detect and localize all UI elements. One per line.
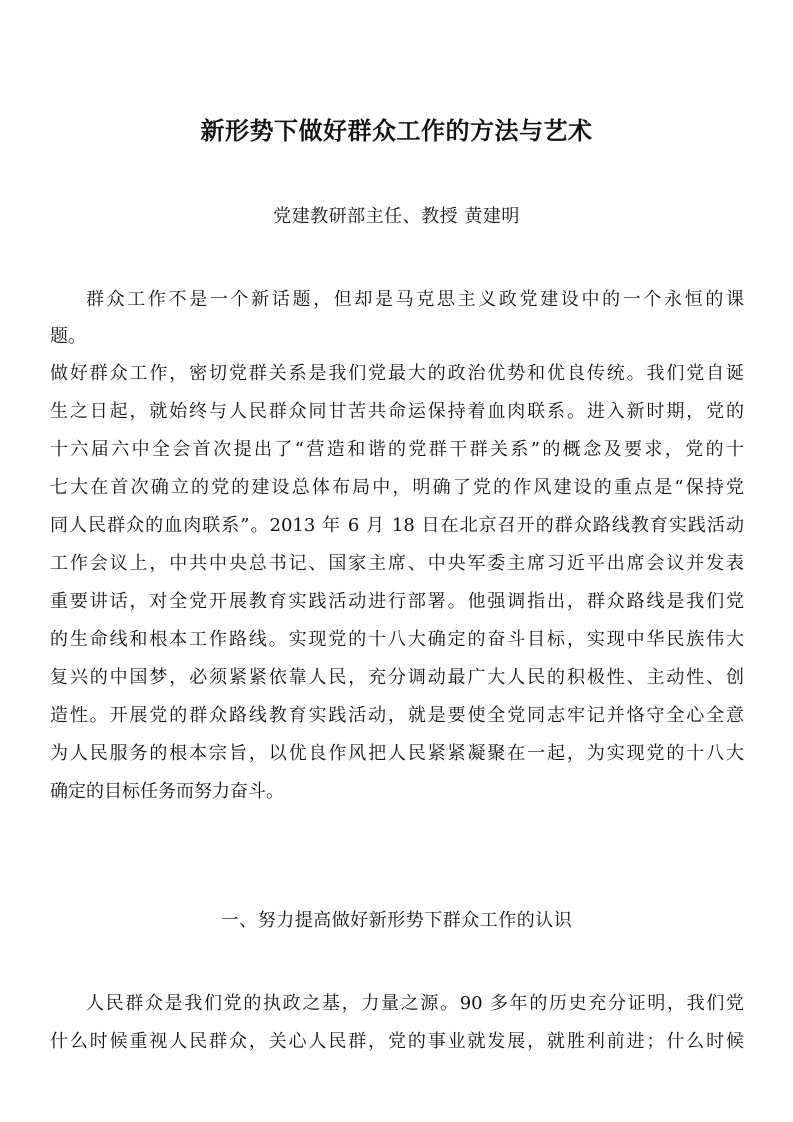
- paragraph-line: 确定的目标任务而努力奋斗。: [50, 781, 284, 802]
- paragraph-line: 生之日起，就始终与人民群众同甘苦共命运保持着血肉联系。进入新时期，党的: [50, 401, 744, 422]
- intro-line: 群众工作不是一个新话题，但却是马克思主义政党建设中的一个永恒的课: [86, 289, 744, 310]
- paragraph-line: 同人民群众的血肉联系”。2013 年 6 月 18 日在北京召开的群众路线教育实践活动: [50, 515, 744, 536]
- paragraph-line: 重要讲话，对全党开展教育实践活动进行部署。他强调指出，群众路线是我们党: [50, 591, 744, 612]
- paragraph-line: 十六届六中全会首次提出了“营造和谐的党群干群关系”的概念及要求，党的十: [50, 439, 744, 460]
- intro-line: 题。: [50, 326, 86, 347]
- paragraph-line: 工作会议上，中共中央总书记、国家主席、中央军委主席习近平出席会议并发表: [50, 553, 744, 574]
- author-line: 党建教研部主任、教授 黄建明: [273, 206, 520, 227]
- document-title: 新形势下做好群众工作的方法与艺术: [200, 116, 593, 145]
- paragraph-line: 七大在首次确立的党的建设总体布局中，明确了党的作风建设的重点是“保持党: [50, 477, 744, 498]
- paragraph-line: 人民群众是我们党的执政之基，力量之源。90 多年的历史充分证明，我们党: [86, 993, 744, 1014]
- section-heading: 一、努力提高做好新形势下群众工作的认识: [220, 910, 573, 931]
- paragraph-line: 为人民服务的根本宗旨，以优良作风把人民紧紧凝聚在一起，为实现党的十八大: [50, 743, 744, 764]
- paragraph-line: 的生命线和根本工作路线。实现党的十八大确定的奋斗目标，实现中华民族伟大: [50, 629, 744, 650]
- paragraph-line: 什么时候重视人民群众，关心人民群，党的事业就发展，就胜利前进；什么时候: [50, 1031, 744, 1052]
- paragraph-line: 造性。开展党的群众路线教育实践活动，就是要使全党同志牢记并恪守全心全意: [50, 705, 744, 726]
- paragraph-line: 做好群众工作，密切党群关系是我们党最大的政治优势和优良传统。我们党自诞: [50, 363, 744, 384]
- paragraph-line: 复兴的中国梦，必须紧紧依靠人民，充分调动最广大人民的积极性、主动性、创: [50, 667, 744, 688]
